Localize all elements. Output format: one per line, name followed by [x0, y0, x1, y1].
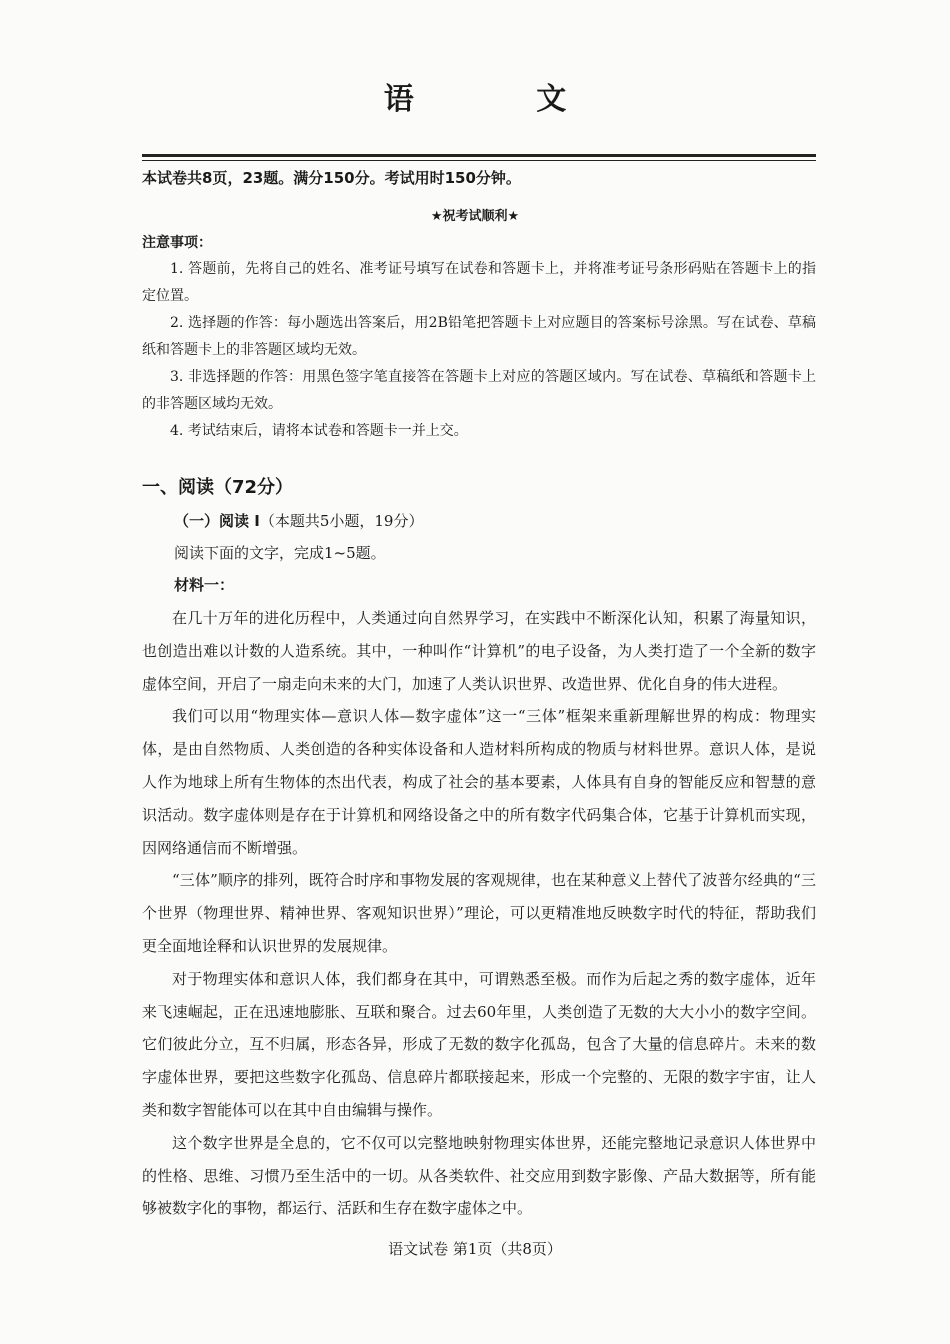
passage-paragraph: 我们可以用“物理实体—意识人体—数字虚体”这一“三体”框架来重新理解世界的构成：物理实体，是由自然物质、人类创造的各种实体设备和人造材料所构成的物质与材料世界。意识人体，是说人作为地球上所有生物体的杰出代表，构成了社会的基本要素，人体具有自身的智能反应和智慧的意识活动。数字虚体则是存在于计算机和网络设备之中的所有数字代码集合体，它基于计算机而实现，因网络通信而不断增强。 [142, 707, 816, 857]
notice-item: 4. 考试结束后，请将本试卷和答题卡一并上交。 [170, 423, 468, 439]
section-title: 一、阅读（72分） [142, 477, 294, 498]
passage-paragraph: 在几十万年的进化历程中，人类通过向自然界学习，在实践中不断深化认知，积累了海量知识，也创造出难以计数的人造系统。其中，一种叫作“计算机”的电子设备，为人类打造了一个全新的数字虚体空间，开启了一扇走向未来的大门，加速了人类认识世界、改造世界、优化自身的伟大进程。 [142, 609, 816, 693]
good-luck-banner: ★祝考试顺利★ [430, 209, 520, 224]
notice-item: 3. 非选择题的作答：用黑色签字笔直接答在答题卡上对应的答题区域内。写在试卷、草稿纸和答题卡上的非答题区域均无效。 [142, 369, 816, 412]
notice-item: 1. 答题前，先将自己的姓名、准考证号填写在试卷和答题卡上，并将准考证号条形码贴在答题卡上的指定位置。 [142, 261, 816, 304]
notice-item: 2. 选择题的作答：每小题选出答案后，用2B铅笔把答题卡上对应题目的答案标号涂黑。写在试卷、草稿纸和答题卡上的非答题区域均无效。 [142, 315, 816, 358]
passage [142, 602, 816, 1225]
exam-meta: 本试卷共8页，23题。满分150分。考试用时150分钟。 [142, 169, 521, 187]
header-rule-thin [142, 160, 816, 161]
passage-paragraph: 这个数字世界是全息的，它不仅可以完整地映射物理实体世界，还能完整地记录意识人体世界中的性格、思维、习惯乃至生活中的一切。从各类软件、社交应用到数字影像、产品大数据等，所有能够被数字化的事物，都运行、活跃和生存在数字虚体之中。 [142, 1133, 816, 1218]
subsection-heading [174, 510, 423, 531]
notice-list [142, 256, 816, 445]
passage-paragraph: 对于物理实体和意识人体，我们都身在其中，可谓熟悉至极。而作为后起之秀的数字虚体，近年来飞速崛起，正在迅速地膨胀、互联和聚合。过去60年里，人类创造了无数的大大小小的数字空间。它们彼此分立，互不归属，形态各异，形成了无数的数字化孤岛，包含了大量的信息碎片。未来的数字虚体世界，要把这些数字化孤岛、信息碎片都联接起来，形成一个完整的、无限的数字宇宙，让人类和数字智能体可以在其中自由编辑与操作。 [142, 969, 816, 1119]
subsection-detail: （本题共5小题，19分） [259, 512, 424, 530]
page-footer: 语文试卷 第1页（共8页） [388, 1240, 562, 1258]
reading-instruction: 阅读下面的文字，完成1~5题。 [174, 544, 386, 562]
header-rule-thick [142, 154, 816, 157]
notice-heading: 注意事项： [142, 235, 212, 251]
passage-paragraph: “三体”顺序的排列，既符合时序和事物发展的客观规律，也在某种意义上替代了波普尔经典的“三个世界（物理世界、精神世界、客观知识世界）”理论，可以更精准地反映数字时代的特征，帮助我们更全面地诠释和认识世界的发展规律。 [142, 871, 816, 955]
page-title: 语 文 [383, 82, 623, 117]
material-label: 材料一： [174, 576, 235, 594]
subsection-label: （一）阅读 I [174, 512, 260, 530]
